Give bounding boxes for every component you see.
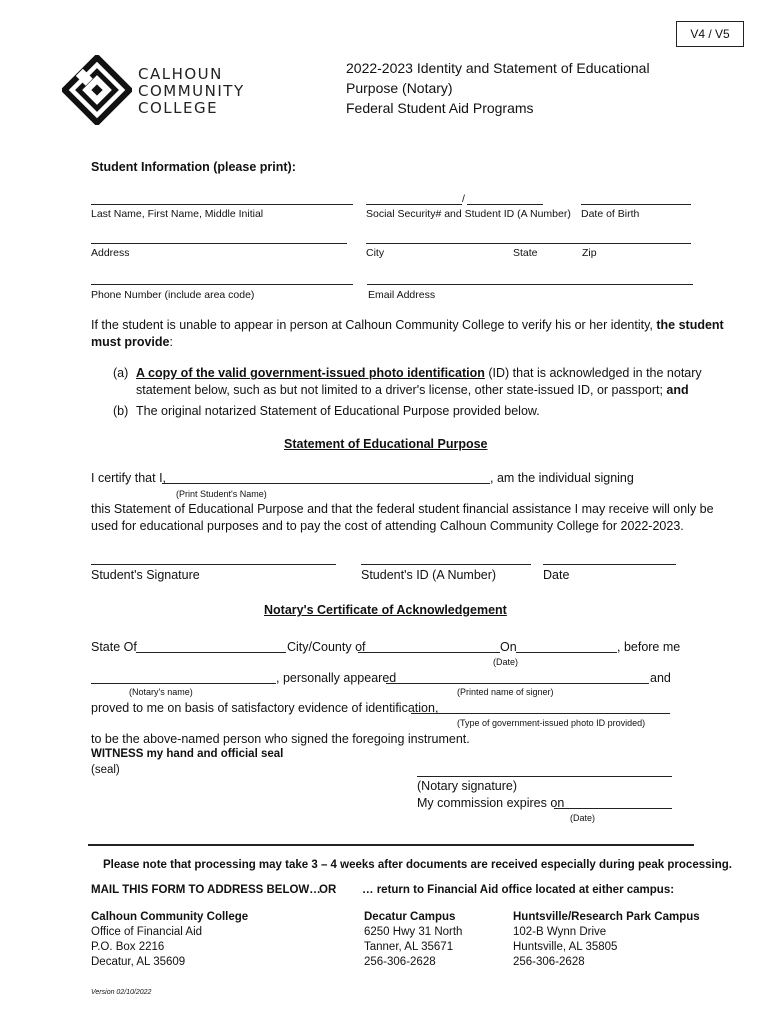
mail-form-label: MAIL THIS FORM TO ADDRESS BELOW… [91, 884, 321, 896]
email-label: Email Address [368, 289, 436, 301]
main-address-line-2: P.O. Box 2216 [91, 941, 165, 953]
signer-name-hint: (Printed name of signer) [457, 687, 554, 697]
student-name-field-line[interactable] [162, 483, 490, 484]
city-county-label: City/County of [287, 640, 366, 654]
dob-label: Date of Birth [581, 208, 640, 220]
logo-line-2: COMMUNITY [138, 82, 245, 100]
statement-body-line-1: this Statement of Educational Purpose and that the federal student financial assistance I may receive will only be [91, 502, 714, 516]
student-signature-label: Student's Signature [91, 568, 200, 582]
instructions-line-2 [91, 335, 173, 349]
commission-date-hint: (Date) [570, 813, 596, 823]
address-label: Address [91, 247, 130, 259]
must-provide-bold: must provide [91, 335, 170, 349]
proved-text: proved to me on basis of satisfactory evidence of identification, [91, 701, 439, 715]
item-a-and: and [662, 383, 689, 397]
statement-heading: Statement of Educational Purpose [284, 437, 488, 451]
version-note: Version 02/10/2022 [91, 989, 152, 996]
instructions-line-1 [91, 318, 724, 332]
witness-text: WITNESS my hand and official seal [91, 748, 284, 760]
city-county-field-line[interactable] [358, 652, 500, 653]
city-state-zip-field-line[interactable] [366, 243, 691, 244]
sig-date-line[interactable] [543, 564, 676, 565]
student-id-field-line[interactable] [467, 204, 543, 205]
student-id-sig-line[interactable] [361, 564, 531, 565]
seal-label: (seal) [91, 764, 120, 776]
zip-label: Zip [582, 247, 597, 259]
person-named-text: to be the above-named person who signed the foregoing instrument. [91, 732, 470, 746]
notary-signature-line[interactable] [417, 776, 672, 777]
huntsville-address-line-1: 102-B Wynn Drive [513, 926, 607, 938]
statement-body-line-2: used for educational purposes and to pay the cost of attending Calhoun Community College for 2022-2023. [91, 519, 684, 533]
item-a-marker: (a) [113, 366, 129, 380]
item-a-text-2: statement below, such as but not limited to a driver's license, other state-issued ID, or passport; [136, 383, 663, 397]
dob-field-line[interactable] [581, 204, 691, 205]
state-of-label: State Of [91, 640, 137, 654]
instructions-intro-bold: the student [652, 318, 724, 332]
on-date-field-line[interactable] [516, 652, 617, 653]
on-label: On [500, 640, 517, 654]
notary-signature-label: (Notary signature) [417, 779, 518, 793]
certify-prefix: I certify that I, [91, 471, 167, 485]
processing-note: Please note that processing may take 3 – 4 weeks after documents are received especially during peak processing. [103, 859, 732, 871]
and-label: and [650, 671, 671, 685]
commission-date-field-line[interactable] [554, 808, 672, 809]
item-a-line-1 [136, 366, 702, 380]
main-address-line-3: Decatur, AL 35609 [91, 956, 186, 968]
ssn-label: Social Security# and Student ID (A Number) [366, 208, 571, 220]
item-a-bold: A copy of the valid government-issued photo identification [136, 366, 485, 380]
date-hint: (Date) [493, 657, 519, 667]
title-line-2: Purpose (Notary) [346, 80, 453, 96]
huntsville-address-block [513, 910, 700, 970]
decatur-address-line-3: 256-306-2628 [364, 956, 436, 968]
city-label: City [366, 247, 385, 259]
personally-appeared-label: , personally appeared [276, 671, 397, 685]
notary-name-hint: (Notary's name) [129, 687, 193, 697]
phone-label: Phone Number (include area code) [91, 289, 255, 301]
before-me-label: , before me [617, 640, 681, 654]
huntsville-address-line-2: Huntsville, AL 35805 [513, 941, 618, 953]
decatur-address-line-1: 6250 Hwy 31 North [364, 926, 463, 938]
must-provide-colon: : [169, 335, 173, 349]
id-type-field-line[interactable] [411, 713, 670, 714]
huntsville-address-line-3: 256-306-2628 [513, 956, 585, 968]
college-logo-icon [62, 55, 132, 125]
footer-divider [88, 844, 694, 846]
student-id-label: Student's ID (A Number) [361, 568, 497, 582]
main-address-block [91, 910, 248, 970]
state-of-field-line[interactable] [136, 652, 286, 653]
email-field-line[interactable] [367, 284, 693, 285]
print-name-hint: (Print Student's Name) [176, 489, 267, 499]
state-label: State [513, 247, 538, 259]
name-field-line[interactable] [91, 204, 353, 205]
commission-expires-label: My commission expires on [417, 796, 565, 810]
item-a-text-1: (ID) that is acknowledged in the notary [484, 366, 702, 380]
logo-line-3: COLLEGE [138, 99, 219, 117]
item-b-marker: (b) [113, 404, 129, 418]
main-address-line-1: Office of Financial Aid [91, 926, 203, 938]
title-line-1: 2022-2023 Identity and Statement of Educational [346, 60, 650, 76]
instructions-intro: If the student is unable to appear in person at Calhoun Community College to verify his or her identity, [91, 318, 653, 332]
logo-line-1: CALHOUN [138, 65, 223, 83]
title-line-3: Federal Student Aid Programs [346, 100, 534, 116]
student-signature-line[interactable] [91, 564, 336, 565]
address-field-line[interactable] [91, 243, 347, 244]
phone-field-line[interactable] [91, 284, 353, 285]
student-info-heading: Student Information (please print): [91, 160, 296, 174]
huntsville-address-name: Huntsville/Research Park Campus [513, 911, 700, 923]
sig-date-label: Date [543, 568, 570, 582]
main-address-name: Calhoun Community College [91, 911, 249, 923]
or-label: OR [319, 884, 337, 896]
notary-heading: Notary's Certificate of Acknowledgement [264, 603, 507, 617]
certify-suffix: , am the individual signing [490, 471, 634, 485]
version-label: V4 / V5 [676, 21, 744, 47]
document-title [346, 58, 650, 118]
ssn-slash: / [462, 193, 465, 205]
ssn-field-line[interactable] [366, 204, 462, 205]
decatur-address-line-2: Tanner, AL 35671 [364, 941, 454, 953]
id-type-hint: (Type of government-issued photo ID provided) [457, 718, 646, 728]
logo-wordmark [138, 66, 245, 117]
decatur-address-block [364, 910, 462, 970]
item-a-line-2 [136, 383, 689, 397]
notary-name-field-line[interactable] [91, 683, 276, 684]
name-label: Last Name, First Name, Middle Initial [91, 208, 264, 220]
item-b-text: The original notarized Statement of Educational Purpose provided below. [136, 404, 540, 418]
return-to-label: … return to Financial Aid office located at either campus: [362, 884, 675, 896]
signer-name-field-line[interactable] [386, 683, 649, 684]
decatur-address-name: Decatur Campus [364, 911, 456, 923]
